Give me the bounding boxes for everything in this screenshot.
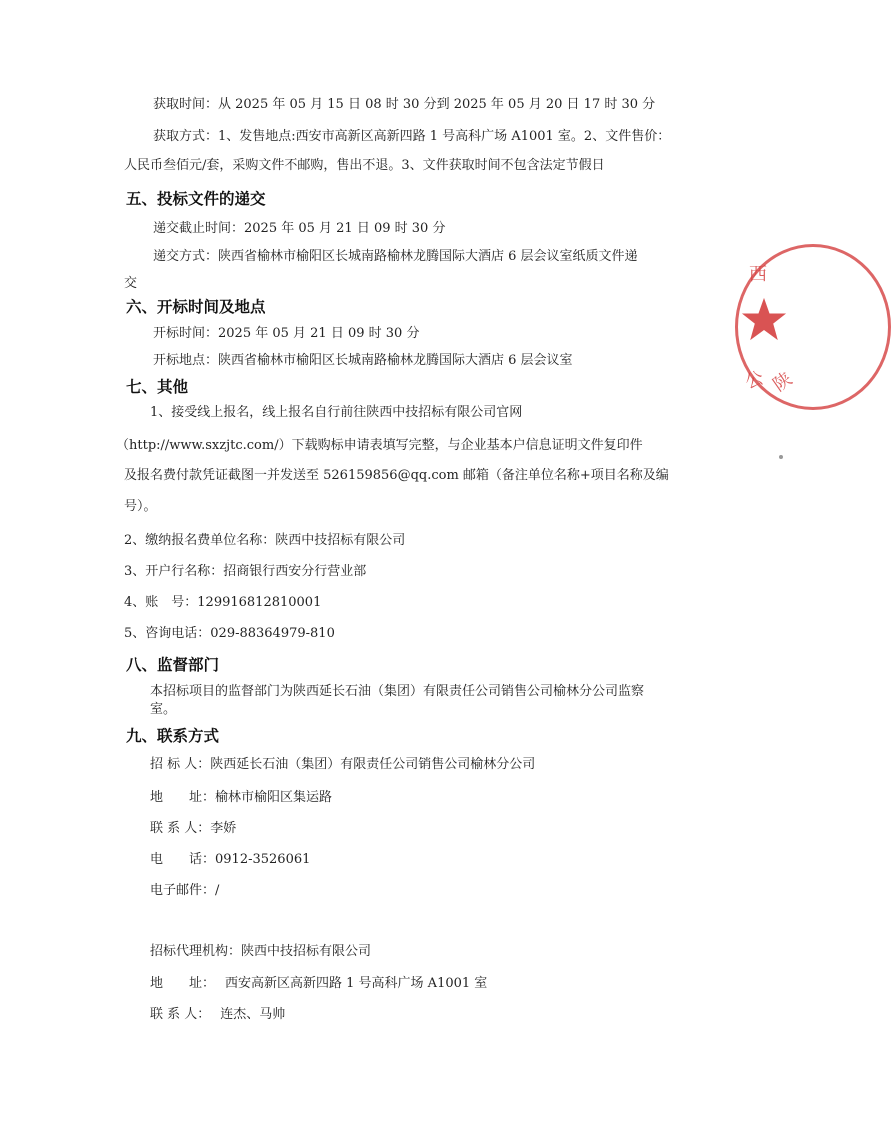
seal-char-2: 公: [742, 367, 767, 394]
tenderer-row: [150, 756, 535, 774]
opening-time: 开标时间：2025 年 05 月 21 日 09 时 30 分: [153, 326, 420, 341]
section8-heading: 八、监督部门: [126, 656, 220, 674]
acquire-time: 获取时间：从 2025 年 05 月 15 日 08 时 30 分到 2025 年 05 月 20 日 17 时 30 分: [153, 97, 656, 112]
contact-label: 联 系 人：: [150, 821, 211, 836]
submit-method-line2: 交: [124, 276, 138, 291]
supervisor-line1: 本招标项目的监督部门为陕西延长石油（集团）有限责任公司销售公司榆林分公司监察: [150, 684, 645, 699]
agency-value: 陕西中技招标有限公司: [241, 944, 372, 959]
opening-place: 开标地点：陕西省榆林市榆阳区长城南路榆林龙腾国际大酒店 6 层会议室: [153, 353, 573, 368]
phone-row: [150, 851, 310, 869]
section5-heading: 五、投标文件的递交: [126, 190, 266, 208]
contact-value: 李娇: [210, 821, 237, 836]
submit-deadline: 递交截止时间：2025 年 05 月 21 日 09 时 30 分: [153, 221, 446, 236]
phone-label: 电 话：: [150, 852, 216, 867]
agency-contact-label: 联 系 人：: [150, 1007, 211, 1022]
submit-method-line1: 递交方式：陕西省榆林市榆阳区长城南路榆林龙腾国际大酒店 6 层会议室纸质文件递: [153, 249, 638, 264]
scan-dot: [779, 455, 783, 459]
email-value: /: [215, 883, 220, 898]
agency-row: [150, 943, 371, 961]
acquire-method-line1: 获取方式：1、发售地点:西安市高新区高新四路 1 号高科广场 A1001 室。2、文件售价：: [153, 129, 671, 144]
tenderer-label: 招 标 人：: [150, 757, 211, 772]
seal-star-icon: [741, 296, 787, 342]
online-reg-line1: 1、接受线上报名，线上报名自行前往陕西中技招标有限公司官网: [150, 405, 523, 420]
section7-heading: 七、其他: [126, 378, 189, 396]
agency-contact-value: 连杰、马帅: [220, 1007, 286, 1022]
agency-address-label: 地 址：: [150, 976, 216, 991]
seal-char-1: 西: [749, 264, 767, 285]
agency-address-row: [150, 975, 487, 993]
acquire-method-line2: 人民币叁佰元/套，采购文件不邮购，售出不退。3、文件获取时间不包含法定节假日: [124, 158, 605, 173]
supervisor-line2: 室。: [150, 702, 177, 717]
online-reg-line4: 号）。: [124, 499, 157, 514]
address-row: [150, 789, 332, 807]
online-reg-line3: 及报名费付款凭证截图一并发送至 526159856@qq.com 邮箱（备注单位名称+项目名称及编: [124, 468, 669, 483]
email-label: 电子邮件：: [150, 883, 216, 898]
address-value: 榆林市榆阳区集运路: [215, 790, 333, 805]
phone-value: 0912-3526061: [215, 852, 311, 867]
section9-heading: 九、联系方式: [126, 727, 220, 745]
section6-heading: 六、开标时间及地点: [126, 298, 266, 316]
online-reg-line2: （http://www.sxzjtc.com/）下载购标申请表填写完整，与企业基本户信息证明文件复印件: [116, 438, 643, 453]
account-number: 4、账 号：129916812810001: [124, 595, 322, 610]
agency-contact-row: [150, 1006, 285, 1024]
consult-phone: 5、咨询电话：029-88364979-810: [124, 626, 335, 641]
address-label: 地 址：: [150, 790, 216, 805]
bank-name: 3、开户行名称：招商银行西安分行营业部: [124, 564, 367, 579]
email-row: [150, 882, 219, 900]
fee-payee: 2、缴纳报名费单位名称：陕西中技招标有限公司: [124, 533, 406, 548]
agency-address-value: 西安高新区高新四路 1 号高科广场 A1001 室: [225, 976, 488, 991]
seal-char-3: 陕: [769, 368, 797, 396]
company-seal: [735, 238, 815, 408]
agency-label: 招标代理机构：: [150, 944, 242, 959]
tenderer-value: 陕西延长石油（集团）有限责任公司销售公司榆林分公司: [210, 757, 536, 772]
contact-row: [150, 820, 236, 838]
